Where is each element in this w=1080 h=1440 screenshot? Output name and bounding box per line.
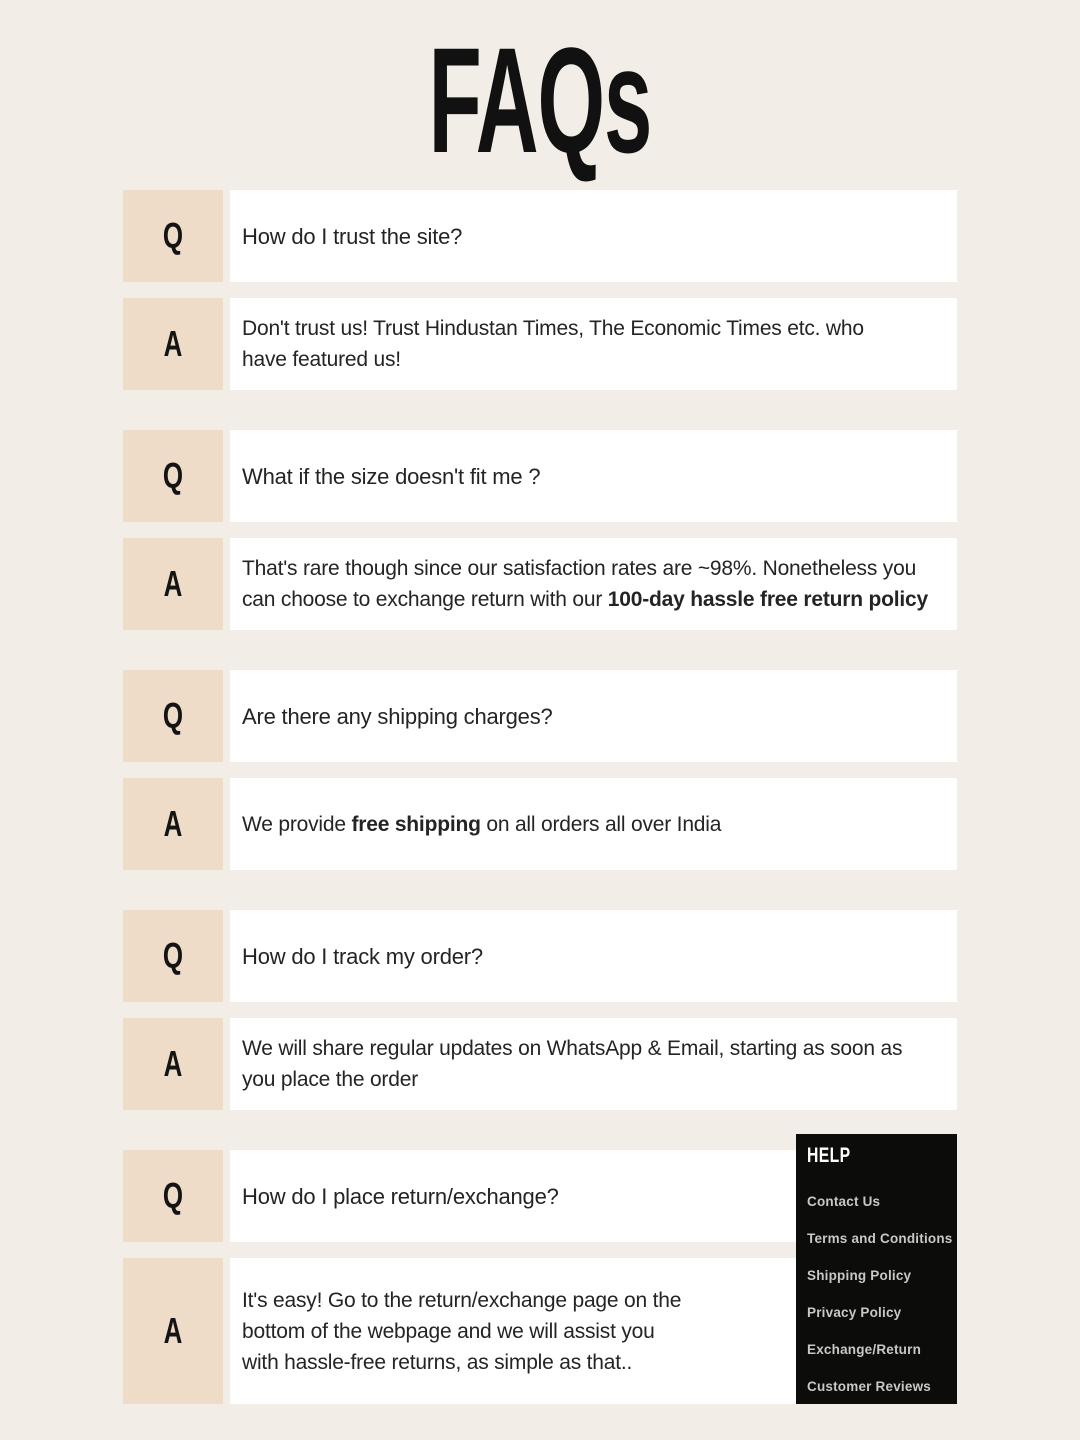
answer-row xyxy=(123,538,957,630)
help-menu-title-text: HELP xyxy=(807,1144,851,1167)
question-card xyxy=(230,910,957,1002)
help-menu-link[interactable]: Terms and Conditions xyxy=(807,1231,953,1246)
question-card xyxy=(230,670,957,762)
question-text: How do I trust the site? xyxy=(242,223,463,249)
question-row xyxy=(123,190,957,282)
page-title xyxy=(0,16,1080,184)
question-card xyxy=(230,190,957,282)
help-menu-link[interactable]: Privacy Policy xyxy=(807,1305,902,1320)
help-menu-link[interactable]: Exchange/Return xyxy=(807,1342,922,1357)
a-tile xyxy=(123,298,223,390)
a-label: A xyxy=(163,563,183,604)
a-tile xyxy=(123,1018,223,1110)
question-row xyxy=(123,670,957,762)
faq-pair xyxy=(123,430,957,630)
q-tile xyxy=(123,910,223,1002)
answer-card xyxy=(230,538,957,630)
q-tile xyxy=(123,190,223,282)
question-text: How do I track my order? xyxy=(242,943,483,969)
answer-card xyxy=(230,298,957,390)
answer-row xyxy=(123,1018,957,1110)
answer-card xyxy=(230,1018,957,1110)
help-menu-link[interactable]: Shipping Policy xyxy=(807,1268,912,1283)
q-label: Q xyxy=(162,695,184,736)
a-tile xyxy=(123,1258,223,1404)
q-tile xyxy=(123,670,223,762)
answer-text: We provide free shipping on all orders all over India xyxy=(242,812,722,836)
answer-text: Don't trust us! Trust Hindustan Times, The Economic Times etc. who have featured us! xyxy=(242,317,864,371)
help-menu-link[interactable]: Contact Us xyxy=(807,1194,881,1209)
question-text: What if the size doesn't fit me ? xyxy=(242,463,541,489)
a-tile xyxy=(123,778,223,870)
answer-text: That's rare though since our satisfaction rates are ~98%. Nonetheless you can choose to exchange return with our 100-day hassle free return policy xyxy=(242,557,928,611)
q-tile xyxy=(123,430,223,522)
q-tile xyxy=(123,1150,223,1242)
question-row xyxy=(123,910,957,1002)
question-text: Are there any shipping charges? xyxy=(242,703,553,729)
a-label: A xyxy=(163,1310,183,1351)
a-tile xyxy=(123,538,223,630)
answer-row xyxy=(123,298,957,390)
question-row xyxy=(123,430,957,522)
question-text: How do I place return/exchange? xyxy=(242,1183,559,1209)
faq-pair xyxy=(123,190,957,390)
q-label: Q xyxy=(162,935,184,976)
a-label: A xyxy=(163,1043,183,1084)
help-menu-title xyxy=(807,1144,949,1168)
help-menu-links xyxy=(807,1194,953,1395)
question-card xyxy=(230,430,957,522)
page-title-text: FAQs xyxy=(428,16,652,184)
help-menu-link[interactable]: Customer Reviews xyxy=(807,1379,931,1394)
help-menu xyxy=(796,1134,957,1404)
a-label: A xyxy=(163,803,183,844)
answer-text: We will share regular updates on WhatsApp & Email, starting as soon as you place the order xyxy=(242,1037,903,1091)
answer-row xyxy=(123,778,957,870)
q-label: Q xyxy=(162,455,184,496)
faq-pair xyxy=(123,670,957,870)
a-label: A xyxy=(163,323,183,364)
answer-card xyxy=(230,778,957,870)
q-label: Q xyxy=(162,215,184,256)
faq-pair xyxy=(123,910,957,1110)
answer-text: It's easy! Go to the return/exchange page on the bottom of the webpage and we will assist you with hassle-free returns, as simple as that.. xyxy=(242,1288,682,1374)
q-label: Q xyxy=(162,1175,184,1216)
